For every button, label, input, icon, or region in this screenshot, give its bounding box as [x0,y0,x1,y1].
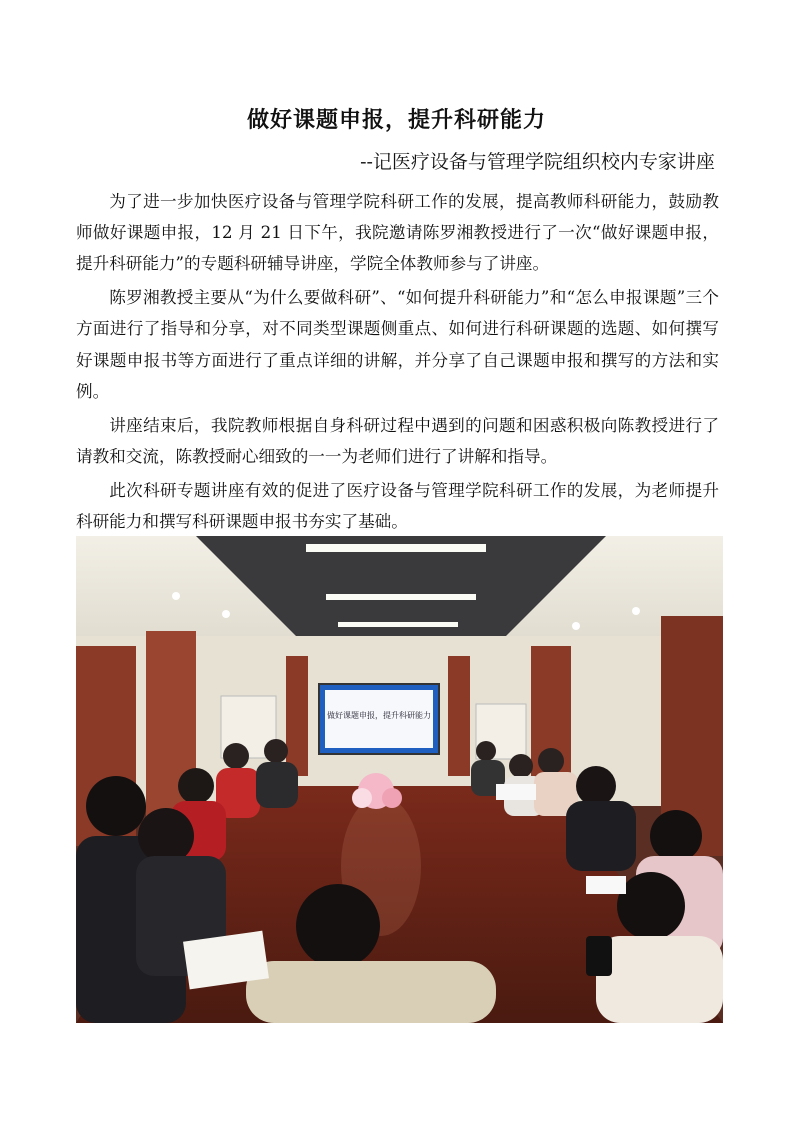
person-head [509,754,533,778]
person-body [256,762,298,808]
downlight [222,610,230,618]
page-subtitle: --记医疗设备与管理学院组织校内专家讲座 [360,151,715,173]
person-body [596,936,723,1023]
paragraph-2: 陈罗湘教授主要从“为什么要做科研”、“如何提升科研能力”和“怎么申报课题”三个方面进行了指导和分享，对不同类型课题侧重点、如何进行科研课题的选题、如何撰写好课题申报书等方面进行了重点详细的讲解，并分享了自己课题申报和撰写的方法和实例。 [76,288,719,401]
downlight [572,622,580,630]
person-head [617,872,685,940]
flower-arrangement [382,788,402,808]
person-head [296,884,380,968]
phone [586,936,612,976]
article-body [76,186,719,540]
person-head [138,808,194,864]
downlight [172,592,180,600]
person-body [566,801,636,871]
meeting-room-illustration [76,536,723,1023]
person-head [650,810,702,862]
ceiling-light [338,622,458,627]
meeting-photo [76,536,723,1023]
ceiling-light [306,544,486,552]
flower-arrangement [352,788,372,808]
person-head [576,766,616,806]
person-head [538,748,564,774]
downlight [632,607,640,615]
person-head [476,741,496,761]
wood-panel [448,656,470,776]
paper [496,784,536,800]
ceiling-light [326,594,476,600]
person-head [223,743,249,769]
paragraph-4: 此次科研专题讲座有效的促进了医疗设备与管理学院科研工作的发展，为老师提升科研能力和撰写科研课题申报书夯实了基础。 [76,480,719,531]
paragraph-1: 为了进一步加快医疗设备与管理学院科研工作的发展，提高教师科研能力，鼓励教师做好课题申报，12 月 21 日下午，我院邀请陈罗湘教授进行了一次“做好课题申报，提升科研能力”的专题科研辅导讲座，学院全体教师参与了讲座。 [76,192,719,274]
paragraph-3: 讲座结束后，我院教师根据自身科研过程中遇到的问题和困惑积极向陈教授进行了请教和交流，陈教授耐心细致的一一为老师们进行了讲解和指导。 [76,415,719,466]
page-title: 做好课题申报，提升科研能力 [246,108,546,133]
person-head [264,739,288,763]
person-head [86,776,146,836]
person-body [246,961,496,1023]
person-head [178,768,214,804]
wood-panel [286,656,308,776]
paper [586,876,626,894]
screen-title: 做好课题申报，提升科研能力 [327,711,431,720]
